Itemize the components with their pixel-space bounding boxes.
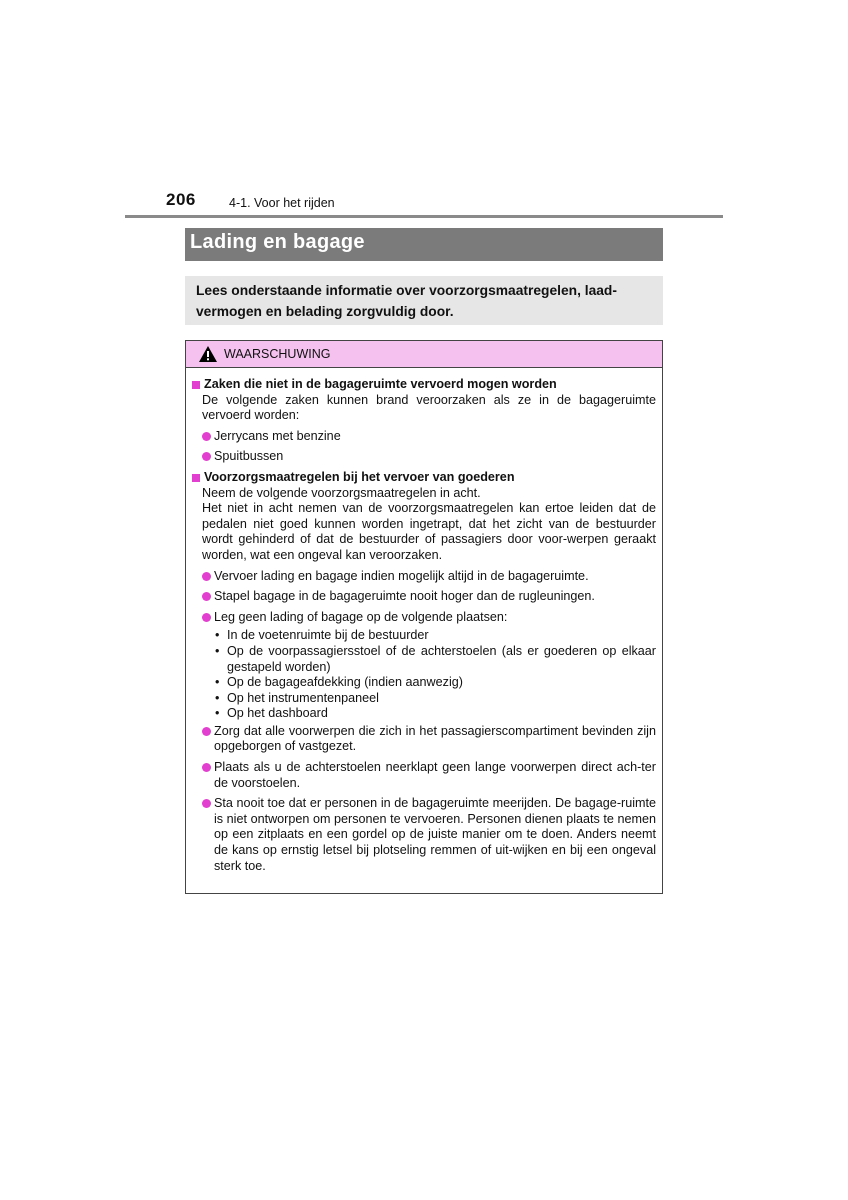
warning-body xyxy=(186,368,662,874)
header-divider xyxy=(125,215,723,218)
sub-list xyxy=(190,628,656,722)
section-heading-text: Zaken die niet in de bagageruimte vervoerd mogen worden xyxy=(204,377,557,391)
list-item-text: Leg geen lading of bagage op de volgende plaatsen: xyxy=(214,609,508,624)
circle-bullet-icon xyxy=(202,452,211,461)
circle-bullet-icon xyxy=(202,432,211,441)
section-label: 4-1. Voor het rijden xyxy=(229,196,335,210)
list-item xyxy=(190,569,656,585)
circle-bullet-icon xyxy=(202,763,211,772)
sub-list-item-text: Op de bagageafdekking (indien aanwezig) xyxy=(227,675,463,690)
bullet-icon: • xyxy=(215,643,220,658)
circle-bullet-icon xyxy=(202,727,211,736)
square-bullet-icon xyxy=(192,381,200,389)
list-item xyxy=(190,429,656,445)
list-item xyxy=(190,589,656,605)
title-bar xyxy=(185,228,663,261)
list-item xyxy=(190,449,656,465)
bullet-icon: • xyxy=(215,675,220,690)
circle-bullet-icon xyxy=(202,613,211,622)
circle-bullet-icon xyxy=(202,592,211,601)
list-item xyxy=(190,610,656,626)
sub-list-item xyxy=(215,644,656,675)
list-item-text: Stapel bagage in de bagageruimte nooit hoger dan de rugleuningen. xyxy=(214,589,595,604)
circle-bullet-icon xyxy=(202,799,211,808)
sub-list-item-text: In de voetenruimte bij de bestuurder xyxy=(227,628,429,643)
page-number: 206 xyxy=(166,190,196,209)
section-paragraph: Neem de volgende voorzorgsmaatregelen in acht. xyxy=(202,485,481,500)
sub-list-item xyxy=(215,706,656,722)
sub-list-item xyxy=(215,628,656,644)
warning-triangle-icon xyxy=(198,345,218,363)
section-heading-text: Voorzorgsmaatregelen bij het vervoer van goederen xyxy=(204,469,515,484)
sub-list-item-text: Op het dashboard xyxy=(227,706,328,721)
bullet-icon: • xyxy=(215,706,220,721)
warning-label: WAARSCHUWING xyxy=(224,347,331,361)
section-paragraph: Het niet in acht nemen van de voorzorgsmaatregelen kan ertoe leiden dat de pedalen niet goed kunnen worden ingetrapt, dat het zicht van de bestuurder wordt gehinderd of dat de bestuurder of passagiers door voor-werpen geraakt worden, wat een ongeval kan veroorzaken. xyxy=(202,501,656,562)
intro-box: Lees onderstaande informatie over voorzorgsmaatregelen, laad-vermogen en belading zorgvuldig door. xyxy=(185,276,663,325)
list-item-text: Vervoer lading en bagage indien mogelijk altijd in de bagageruimte. xyxy=(214,568,589,583)
section-heading xyxy=(190,377,656,393)
square-bullet-icon xyxy=(192,474,200,482)
bullet-icon: • xyxy=(215,690,220,705)
list-item-text: Spuitbussen xyxy=(214,449,284,464)
list-item-text: Sta nooit toe dat er personen in de bagageruimte meerijden. De bagage-ruimte is niet ontworpen om personen te vervoeren. Personen dienen plaats te nemen op een zitplaats en een gordel op de juiste manier om te doen. Anders neemt de kans op ernstig letsel bij plotseling remmen of uit-wijken en bij een ongeval sterk toe. xyxy=(214,796,656,873)
bullet-icon: • xyxy=(215,628,220,643)
section-heading xyxy=(190,470,656,486)
list-item-text: Plaats als u de achterstoelen neerklapt geen lange voorwerpen direct ach-ter de voorstoelen. xyxy=(214,760,656,790)
list-item-text: Zorg dat alle voorwerpen die zich in het passagierscompartiment bevinden zijn opgeborgen of vastgezet. xyxy=(214,723,656,754)
sub-list-item-text: Op de voorpassagiersstoel of de achterstoelen (als er goederen op elkaar gestapeld worden) xyxy=(227,643,656,674)
list-item xyxy=(190,724,656,755)
sub-list-item xyxy=(215,675,656,691)
warning-header xyxy=(186,341,662,368)
page-title: Lading en bagage xyxy=(190,231,365,253)
sub-list-item-text: Op het instrumentenpaneel xyxy=(227,690,379,705)
sub-list-item xyxy=(215,691,656,707)
circle-bullet-icon xyxy=(202,572,211,581)
warning-box xyxy=(185,340,663,894)
list-item xyxy=(190,796,656,874)
section-paragraph: De volgende zaken kunnen brand veroorzaken als ze in de bagageruimte vervoerd worden: xyxy=(202,392,656,423)
list-item xyxy=(190,760,656,791)
list-item-text: Jerrycans met benzine xyxy=(214,428,341,443)
